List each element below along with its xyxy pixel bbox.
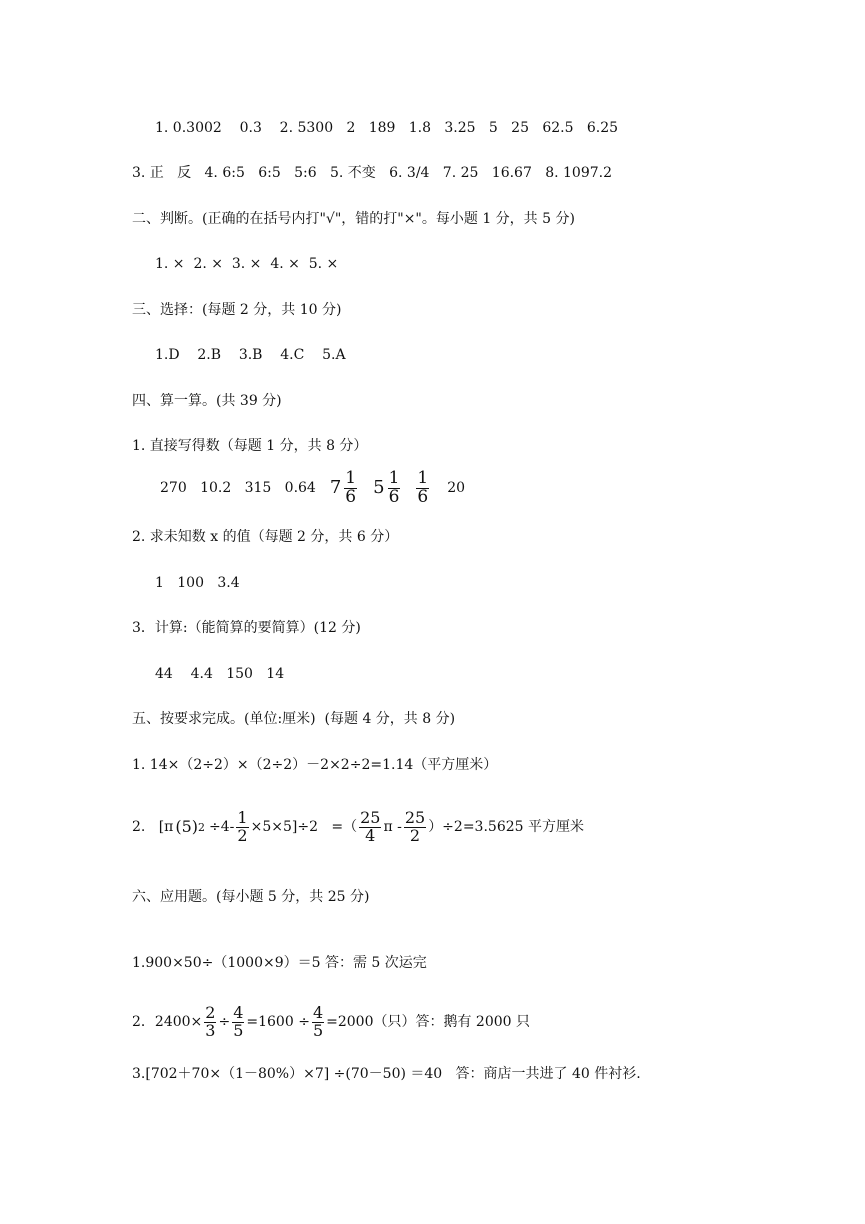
answer-line-1: 1. 0.3002 0.3 2. 5300 2 189 1.8 3.25 5 25 62.5 6.25	[155, 120, 619, 136]
fraction: $\frac{2}{3}$	[205, 1003, 216, 1040]
fraction: $\frac{1}{2}$	[237, 808, 248, 845]
calc-q3-answers: 44 4.4 150 14	[155, 666, 285, 682]
section-heading-judge: 二、判断。(正确的在括号内打"√"，错的打"×"。每小题 1 分，共 5 分)	[132, 211, 575, 227]
section-heading-tasks: 五、按要求完成。(单位:厘米) (每题 4 分，共 8 分)	[132, 711, 456, 727]
fraction: $\frac{4}{5}$	[233, 1003, 244, 1040]
tasks-q1: 1. 14×（2÷2）×（2÷2）－2×2÷2=1.14（平方厘米）	[132, 757, 498, 773]
fraction: $\frac{4}{5}$	[312, 1003, 324, 1040]
mixed-fraction: 7 $\frac{1}{6}$	[329, 468, 357, 507]
applied-q1: 1.900×50÷（1000×9）＝5 答：需 5 次运完	[132, 955, 427, 971]
fraction: $\frac{1}{6}$	[417, 468, 429, 507]
applied-q3: 3.[702＋70×（1－80%）×7] ÷(70－50) ＝40 答：商店一共进了 40 件衬衫.	[132, 1066, 641, 1082]
fraction: $\frac{25}{2}$	[404, 808, 426, 845]
calc-q2-answers: 1 100 3.4	[155, 575, 240, 591]
answer-line-2: 3. 正 反 4. 6:5 6:5 5:6 5. 不变 6. 3/4 7. 25 16.67 8. 1097.2	[132, 165, 613, 181]
calc-q1-answers	[160, 470, 465, 507]
calc-q2-heading: 2. 求未知数 x 的值（每题 2 分，共 6 分）	[132, 529, 399, 545]
judge-answers: 1. × 2. × 3. × 4. × 5. ×	[155, 256, 339, 272]
calc-q3-heading: 3．计算:（能简算的要简算）(12 分)	[132, 620, 361, 636]
section-heading-choice: 三、选择：(每题 2 分，共 10 分)	[132, 302, 342, 318]
mixed-fraction: 5 $\frac{1}{6}$	[373, 468, 400, 507]
tasks-q2: 2. [π (5) 2 ÷4- $\frac{1}{2}$ ×5×5]÷2 =（ $\frac{25}{4}$ π - $\frac{25}{2}$ ）÷2=3.5625 平方厘米	[132, 808, 584, 845]
section-heading-calc: 四、算一算。(共 39 分)	[132, 393, 282, 409]
choice-answers: 1.D 2.B 3.B 4.C 5.A	[155, 347, 346, 363]
calc-q1-heading: 1. 直接写得数（每题 1 分，共 8 分）	[132, 438, 368, 454]
applied-q2: 2．2400× $\frac{2}{3}$ ÷ $\frac{4}{5}$ =1600 ÷ $\frac{4}{5}$ =2000（只）答：鹅有 2000 只	[132, 1003, 531, 1040]
calc-q1-last: 20	[447, 480, 466, 497]
section-heading-applied: 六、应用题。(每小题 5 分，共 25 分)	[132, 889, 370, 905]
fraction: $\frac{25}{4}$	[360, 808, 381, 845]
calc-q1-plain: 270 10.2 315 0.64	[160, 480, 316, 497]
